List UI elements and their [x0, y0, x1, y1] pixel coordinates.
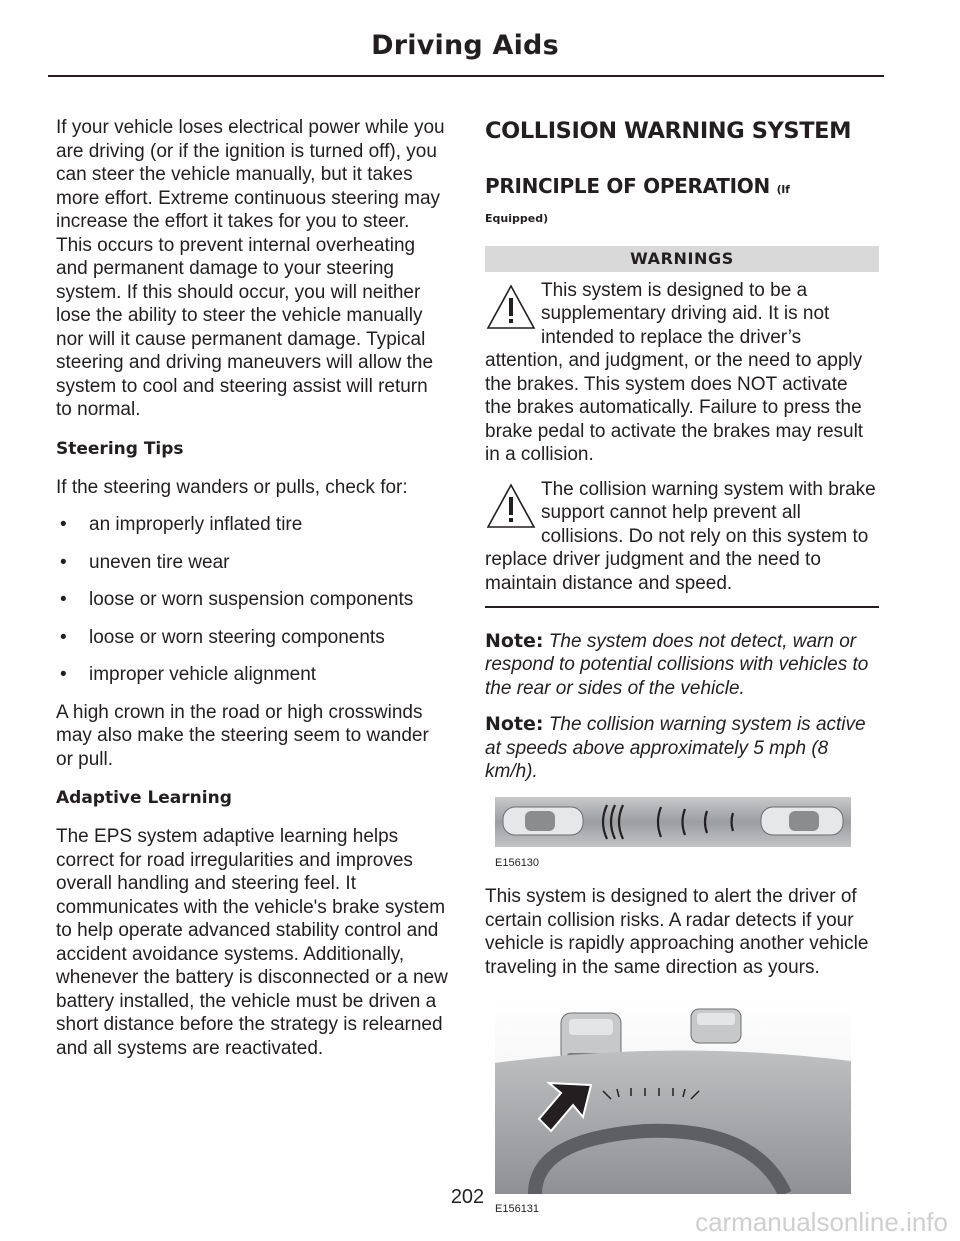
adaptive-learning-paragraph: The EPS system adaptive learning helps correct for road irregularities and improves overall handling and steering feel. It communicates with the vehicle's brake system to help operate advanced stability control and accident avoidance systems. Additionally, whenever the battery is disconnected or a new battery installed, the vehicle must be driven a short distance before the strategy is relearned and all systems are reactivated. — [56, 826, 448, 1059]
if-label: (If — [776, 183, 790, 196]
radar-illustration — [495, 797, 879, 870]
warning-text: This system is designed to be a supplementary driving aid. It is not intended to replace the driver’s attention, and judgment, or the need to apply the brakes. This system does NOT activate the brakes automatically. Failure to press the brake pedal to activate the brakes may result in a collision. — [485, 279, 864, 465]
dashboard-illustration — [495, 999, 879, 1215]
watermark-link[interactable]: carmanualsonline.info — [695, 1207, 948, 1237]
bullet-icon: • — [60, 514, 67, 535]
warnings-heading: WARNINGS — [485, 246, 879, 272]
page-number: 202 — [450, 1186, 485, 1208]
bullet-icon: • — [60, 664, 67, 685]
figure-caption: E156131 — [495, 1202, 540, 1215]
road-crown-paragraph: A high crown in the road or high crosswinds may also make the steering seem to wander or pull. — [56, 701, 429, 770]
warning-triangle-icon — [485, 481, 537, 531]
list-item: • uneven tire wear — [60, 551, 230, 573]
list-item: • loose or worn suspension components — [60, 589, 414, 610]
warning-triangle-icon — [485, 282, 537, 332]
steering-intro: If the steering wanders or pulls, check for: — [56, 476, 408, 498]
radar-image — [495, 797, 851, 847]
note-rear-sides: Note: The system does not detect, warn or respond to potential collisions with vehicles to the rear or sides of the vehicle. — [485, 629, 869, 699]
bullet-icon: • — [60, 551, 67, 573]
car-icon — [761, 807, 843, 835]
distant-car-icon — [691, 1009, 741, 1043]
list-item: • loose or worn steering components — [60, 626, 385, 648]
header-divider — [48, 75, 884, 77]
section-title: COLLISION WARNING SYSTEM — [485, 118, 852, 144]
bullet-icon: • — [60, 626, 67, 648]
warning-text: The collision warning system with brake support cannot help prevent all collisions. Do not rely on this system to replace driver judgment and the need to maintain distance and speed. — [485, 478, 876, 594]
radar-description-paragraph: This system is designed to alert the driver of certain collision risks. A radar detects if your vehicle is rapidly approaching another vehicle traveling in the same direction as yours. — [485, 886, 869, 978]
steering-tips-heading: Steering Tips — [56, 438, 184, 459]
adaptive-learning-heading: Adaptive Learning — [56, 788, 232, 808]
equipped-label: Equipped) — [485, 212, 549, 225]
left-column — [56, 116, 448, 1076]
figure-caption: E156130 — [495, 857, 540, 869]
subsection-title: PRINCIPLE OF OPERATION (If — [485, 174, 790, 198]
page-title: Driving Aids — [371, 30, 559, 61]
dashboard-image — [495, 999, 851, 1194]
warning-item — [485, 478, 879, 596]
warning-item — [485, 279, 879, 467]
steering-check-list — [56, 513, 448, 687]
note-active-speed: Note: The collision warning system is active at speeds above approximately 5 mph (8 km/h). — [485, 713, 866, 782]
bullet-icon: • — [60, 589, 67, 610]
list-item: • an improperly inflated tire — [60, 514, 303, 535]
power-loss-paragraph: If your vehicle loses electrical power while you are driving (or if the ignition is turned off), you can steer the vehicle manually, but it takes more effort. Extreme continuous steering may increase the effort it takes for you to steer. This occurs to prevent internal overheating and permanent damage to your steering system. If this should occur, you will neither lose the ability to steer the vehicle manually nor will it cause permanent damage. Typical steering and driving maneuvers will allow the system to cool and steering assist will return to normal. — [56, 117, 445, 420]
right-column — [485, 116, 879, 1215]
car-icon — [503, 807, 583, 835]
warnings-divider — [485, 606, 879, 608]
list-item: • improper vehicle alignment — [60, 664, 317, 685]
